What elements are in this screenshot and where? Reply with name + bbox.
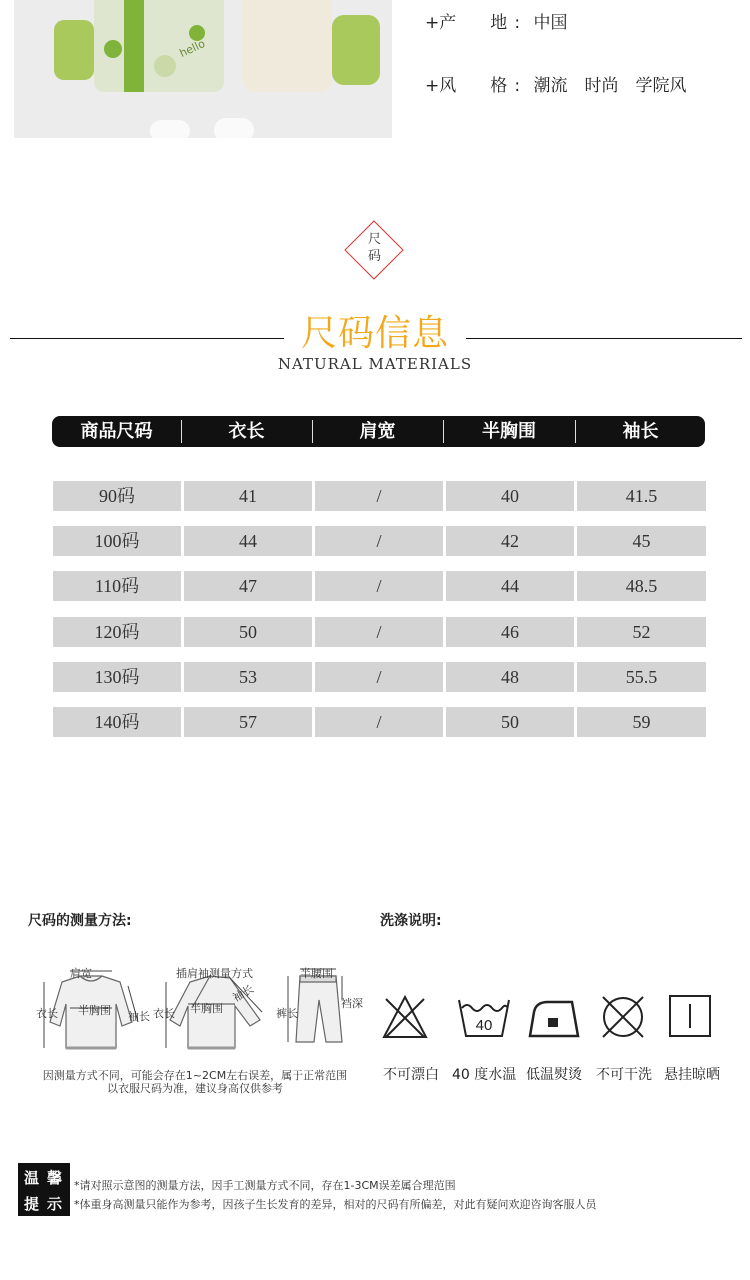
table-row xyxy=(0,617,750,647)
jacket-fleece-lining xyxy=(242,0,332,92)
tips-badge-char: 示 xyxy=(47,1195,63,1213)
label-chest: 半胸围 xyxy=(78,1004,111,1017)
care-title: 洗涤说明: xyxy=(380,913,442,929)
cell-chest: 42 xyxy=(446,526,574,556)
cell-shoulder: / xyxy=(315,707,443,737)
label-waist: 半腰围 xyxy=(300,967,333,980)
header-length: 衣长 xyxy=(228,421,265,442)
care-label: 不可干洗 xyxy=(596,1067,652,1083)
cell-length: 53 xyxy=(184,662,312,692)
cell-chest: 48 xyxy=(446,662,574,692)
label-pant-length: 裤长 xyxy=(276,1007,298,1020)
tips-badge-char: 提 xyxy=(24,1195,40,1213)
cell-size: 140码 xyxy=(53,707,181,737)
care-label: 40 度水温 xyxy=(452,1067,517,1083)
cell-chest: 44 xyxy=(446,571,574,601)
wash-temp-number: 40 xyxy=(475,1017,493,1034)
header-sleeve: 袖长 xyxy=(622,421,659,442)
jacket-pattern-dot xyxy=(104,40,122,58)
section-badge-text xyxy=(353,231,396,265)
tips-badge-char: 温 xyxy=(24,1169,40,1187)
care-label: 低温熨烫 xyxy=(526,1067,582,1083)
shoe xyxy=(214,118,254,138)
label-raglan: 插肩袖测量方式 xyxy=(176,967,253,980)
cell-length: 41 xyxy=(184,481,312,511)
attribute-value: 潮流 时尚 学院风 xyxy=(533,76,687,96)
cell-size: 90码 xyxy=(53,481,181,511)
attribute-value: 中国 xyxy=(533,13,568,33)
cell-shoulder: / xyxy=(315,526,443,556)
size-table-header xyxy=(52,416,705,447)
cell-shoulder: / xyxy=(315,481,443,511)
label-raglan-sleeve: 袖长 xyxy=(230,982,257,1005)
cell-sleeve: 52 xyxy=(577,617,706,647)
cell-sleeve: 45 xyxy=(577,526,706,556)
tips-line-2: *体重身高测量只能作为参考，因孩子生长发育的差异，相对的尺码有所偏差，对此有疑问欢迎咨询客服人员 xyxy=(74,1198,597,1211)
section-title: 尺码信息 xyxy=(300,313,449,354)
cell-shoulder: / xyxy=(315,617,443,647)
measure-note-2: 以衣服尺码为准，建议身高仅供参考 xyxy=(107,1082,283,1095)
cell-size: 110码 xyxy=(53,571,181,601)
cell-sleeve: 55.5 xyxy=(577,662,706,692)
section-badge-char: 尺 xyxy=(367,232,381,247)
table-row xyxy=(0,662,750,692)
label-sleeve: 袖长 xyxy=(128,1010,150,1023)
shoe xyxy=(150,120,190,138)
care-label: 不可漂白 xyxy=(383,1067,439,1083)
jacket-left-sleeve xyxy=(54,20,94,80)
hang-dry-icon xyxy=(668,994,712,1038)
attribute-key: +风 格 xyxy=(425,76,508,96)
cell-size: 100码 xyxy=(53,526,181,556)
no-bleach-icon xyxy=(380,993,430,1041)
measure-note-1: 因测量方式不同，可能会存在1~2CM左右误差，属于正常范围 xyxy=(42,1069,348,1082)
table-row xyxy=(0,526,750,556)
attribute-origin xyxy=(425,8,568,33)
cell-shoulder: / xyxy=(315,571,443,601)
cell-size: 120码 xyxy=(53,617,181,647)
cell-shoulder: / xyxy=(315,662,443,692)
attribute-separator: : xyxy=(514,76,521,96)
tips-badge-char: 馨 xyxy=(47,1169,63,1187)
cell-length: 50 xyxy=(184,617,312,647)
no-dry-clean-icon xyxy=(598,992,648,1042)
cell-sleeve: 59 xyxy=(577,707,706,737)
cell-sleeve: 48.5 xyxy=(577,571,706,601)
measure-title: 尺码的测量方法: xyxy=(28,913,132,929)
jacket-print-text: hello xyxy=(177,36,208,61)
attribute-style xyxy=(425,71,687,96)
cell-chest: 50 xyxy=(446,707,574,737)
tips-line-1: *请对照示意图的测量方法，因手工测量方式不同，存在1-3CM误差属合理范围 xyxy=(74,1179,456,1192)
attribute-separator: : xyxy=(514,13,521,33)
jacket-pattern-dot xyxy=(154,55,176,77)
label-raglan-chest: 半胸围 xyxy=(190,1002,223,1015)
pants-diagram xyxy=(296,976,342,1042)
section-badge-char: 码 xyxy=(367,249,381,264)
table-row xyxy=(0,571,750,601)
cell-chest: 40 xyxy=(446,481,574,511)
care-label: 悬挂晾晒 xyxy=(664,1067,720,1083)
cell-chest: 46 xyxy=(446,617,574,647)
cell-length: 47 xyxy=(184,571,312,601)
product-photo xyxy=(14,0,392,138)
label-shoulder: 肩宽 xyxy=(70,967,92,980)
low-iron-icon xyxy=(526,994,582,1040)
tips-badge xyxy=(18,1163,70,1216)
cell-sleeve: 41.5 xyxy=(577,481,706,511)
wash-40-icon xyxy=(456,994,512,1040)
jacket-zipper-stripe xyxy=(124,0,144,92)
header-shoulder: 肩宽 xyxy=(359,421,396,442)
table-row xyxy=(0,481,750,511)
cell-size: 130码 xyxy=(53,662,181,692)
label-rise: 裆深 xyxy=(341,997,363,1010)
attribute-key: +产 地 xyxy=(425,13,508,33)
table-row xyxy=(0,707,750,737)
cell-length: 57 xyxy=(184,707,312,737)
header-size: 商品尺码 xyxy=(80,421,153,442)
cell-length: 44 xyxy=(184,526,312,556)
label-raglan-length: 衣长 xyxy=(153,1007,175,1020)
label-length: 衣长 xyxy=(36,1007,58,1020)
section-subtitle: NATURAL MATERIALS xyxy=(277,355,473,373)
jacket-right-sleeve xyxy=(332,15,380,85)
header-chest: 半胸围 xyxy=(482,421,536,442)
